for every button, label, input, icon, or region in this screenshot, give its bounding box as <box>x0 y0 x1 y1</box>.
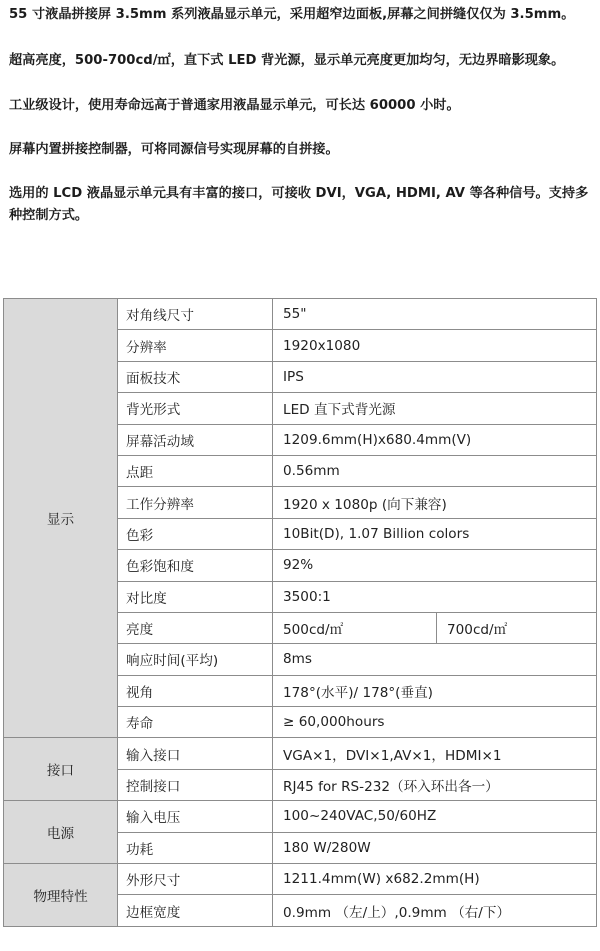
param-label: 屏幕活动域 <box>118 424 273 455</box>
param-label: 对比度 <box>118 581 273 612</box>
param-label: 工作分辨率 <box>118 487 273 518</box>
table-row <box>4 864 597 895</box>
param-value: 1211.4mm(W) x682.2mm(H) <box>273 864 597 895</box>
intro-paragraph: 超高亮度，500-700cd/㎡，直下式 LED 背光源，显示单元亮度更加均匀，无边界暗影现象。 <box>9 53 565 68</box>
param-label: 背光形式 <box>118 393 273 424</box>
param-value: VGA×1，DVI×1,AV×1，HDMI×1 <box>273 738 597 769</box>
intro-paragraph: 屏幕内置拼接控制器，可将同源信号实现屏幕的自拼接。 <box>9 142 339 157</box>
param-value: 3500:1 <box>273 581 597 612</box>
param-value: 1920 x 1080p (向下兼容) <box>273 487 597 518</box>
param-label: 输入接口 <box>118 738 273 769</box>
param-value: 10Bit(D), 1.07 Billion colors <box>273 518 597 549</box>
param-label: 响应时间(平均) <box>118 644 273 675</box>
param-value: 0.56mm <box>273 455 597 486</box>
category-physical: 物理特性 <box>4 864 118 927</box>
param-value: IPS <box>273 361 597 392</box>
param-label: 面板技术 <box>118 361 273 392</box>
param-label: 边框宽度 <box>118 895 273 926</box>
param-value: RJ45 for RS-232（环入环出各一） <box>273 769 597 800</box>
intro-text <box>9 0 595 227</box>
param-value: 180 W/280W <box>273 832 597 863</box>
category-power: 电源 <box>4 801 118 864</box>
param-value: 8ms <box>273 644 597 675</box>
param-value: 55" <box>273 299 597 330</box>
param-label: 外形尺寸 <box>118 864 273 895</box>
param-label: 点距 <box>118 455 273 486</box>
intro-paragraph: 选用的 LCD 液晶显示单元具有丰富的接口，可接收 DVI，VGA, HDMI, AV 等各种信号。支持多种控制方式。 <box>9 186 589 223</box>
intro-paragraph: 55 寸液晶拼接屏 3.5mm 系列液晶显示单元，采用超窄边面板,屏幕之间拼缝仅仅为 3.5mm。 <box>9 7 575 22</box>
param-label: 对角线尺寸 <box>118 299 273 330</box>
param-value: 178°(水平)/ 178°(垂直) <box>273 675 597 706</box>
category-display: 显示 <box>4 299 118 738</box>
table-row <box>4 299 597 330</box>
table-row <box>4 738 597 769</box>
param-label: 色彩饱和度 <box>118 550 273 581</box>
param-label: 亮度 <box>118 612 273 643</box>
param-value: ≥ 60,000hours <box>273 707 597 738</box>
category-interface: 接口 <box>4 738 118 801</box>
param-label: 寿命 <box>118 707 273 738</box>
param-label: 功耗 <box>118 832 273 863</box>
intro-paragraph: 工业级设计，使用寿命远高于普通家用液晶显示单元，可长达 60000 小时。 <box>9 98 460 113</box>
table-row <box>4 801 597 832</box>
spec-table <box>3 298 597 927</box>
param-label: 输入电压 <box>118 801 273 832</box>
param-value: 1920x1080 <box>273 330 597 361</box>
param-value: 0.9mm （左/上）,0.9mm （右/下） <box>273 895 597 926</box>
param-label: 分辨率 <box>118 330 273 361</box>
param-value: 1209.6mm(H)x680.4mm(V) <box>273 424 597 455</box>
param-label: 控制接口 <box>118 769 273 800</box>
param-value-2: 700cd/㎡ <box>437 612 597 643</box>
param-value: 500cd/㎡ <box>273 612 437 643</box>
param-value: LED 直下式背光源 <box>273 393 597 424</box>
param-label: 色彩 <box>118 518 273 549</box>
param-label: 视角 <box>118 675 273 706</box>
param-value: 92% <box>273 550 597 581</box>
param-value: 100~240VAC,50/60HZ <box>273 801 597 832</box>
